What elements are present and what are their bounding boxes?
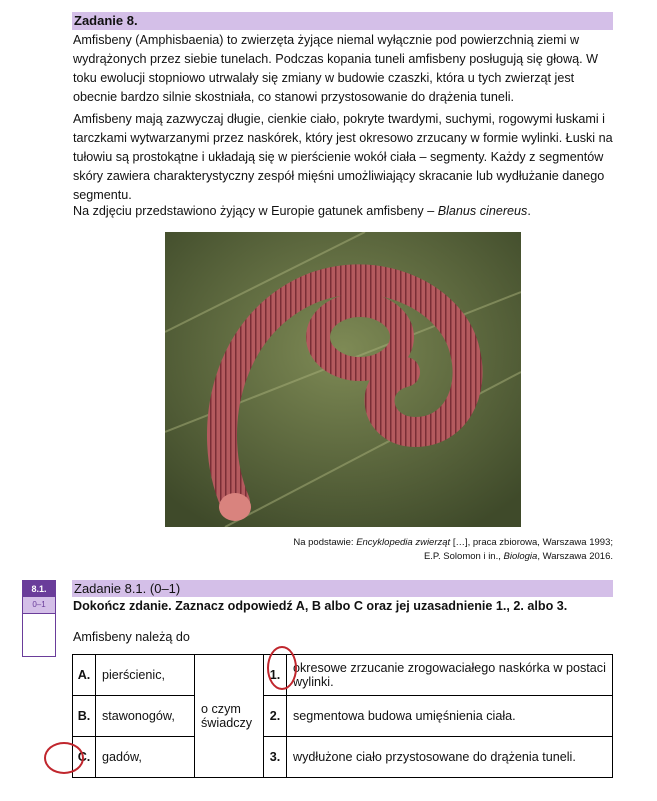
question-stem: Amfisbeny należą do xyxy=(73,630,190,644)
score-box xyxy=(22,580,56,657)
reason-1-number[interactable]: 1. xyxy=(264,655,287,696)
reason-2-text[interactable]: segmentowa budowa umięśnienia ciała. xyxy=(287,696,613,737)
task-number: 8.1. xyxy=(23,581,55,597)
intro-paragraph-3 xyxy=(73,202,618,221)
caption-title: Encyklopedia zwierząt xyxy=(356,537,451,548)
intro-paragraph-1: Amfisbeny (Amphisbaenia) to zwierzęta żyjące niemal wyłącznie pod powierzchnią ziemi w wydrążonych przez siebie tunelach. Podczas kopania tuneli amfisbeny posługują się głową. W toku ewolucji stopniowo utrwalały się zmiany w budowie czaszki, która u tych zwierząt jest obecnie bardzo silnie skostniała, co stanowi przystosowanie do drążenia tuneli. xyxy=(73,33,599,104)
caption-prefix: E.P. Solomon i in., xyxy=(423,551,504,562)
amphisbaenian-photo xyxy=(165,232,521,527)
option-a-letter[interactable]: A. xyxy=(73,655,96,696)
caption-prefix: Na podstawie: xyxy=(293,537,357,548)
answer-table xyxy=(72,654,613,778)
period: . xyxy=(527,204,531,218)
source-caption-line-2 xyxy=(424,550,613,564)
reason-3-number[interactable]: 3. xyxy=(264,737,287,778)
reason-2-number[interactable]: 2. xyxy=(264,696,287,737)
task-8-1-header: Zadanie 8.1. (0–1) xyxy=(72,580,613,597)
caption-title: Biologia xyxy=(503,551,538,562)
option-c-text[interactable]: gadów, xyxy=(96,737,195,778)
option-a-text[interactable]: pierścienic, xyxy=(96,655,195,696)
connector: o czym świadczy xyxy=(195,655,264,778)
option-c-letter[interactable]: C. xyxy=(73,737,96,778)
reason-1-text[interactable]: okresowe zrzucanie zrogowaciałego naskórka w postaci wylinki. xyxy=(287,655,613,696)
reason-3-text[interactable]: wydłużone ciało przystosowane do drążenia tuneli. xyxy=(287,737,613,778)
source-caption-line-1 xyxy=(293,536,613,550)
instruction: Dokończ zdanie. Zaznacz odpowiedź A, B albo C oraz jej uzasadnienie 1., 2. albo 3. xyxy=(73,599,568,613)
answer-mark-circle-1 xyxy=(267,646,297,690)
photo-intro-text: Na zdjęciu przedstawiono żyjący w Europie gatunek amfisbeny – xyxy=(73,204,438,218)
caption-rest: […], praca zbiorowa, Warszawa 1993; xyxy=(450,537,613,548)
answer-mark-circle-c xyxy=(44,742,84,774)
option-b-text[interactable]: stawonogów, xyxy=(96,696,195,737)
caption-rest: , Warszawa 2016. xyxy=(537,551,613,562)
species-name: Blanus cinereus xyxy=(437,204,528,218)
task-8-header: Zadanie 8. xyxy=(72,12,613,30)
option-b-letter[interactable]: B. xyxy=(73,696,96,737)
intro-paragraph-2: Amfisbeny mają zazwyczaj długie, cienkie ciało, pokryte twardymi, suchymi, rogowymi łuskami i tarczkami wytwarzanymi przez naskórek, który jest okresowo zrzucany w formie wylinki. Łuski na tułowiu są prostokątne i układają się w pierścienie wokół ciała – segmenty. Każdy z segmentów skóry zawiera charakterystyczny zespół mięśni umożliwiający skracanie lub wydłużanie danego segmentu. xyxy=(73,112,613,202)
points-range: 0–1 xyxy=(23,597,55,614)
